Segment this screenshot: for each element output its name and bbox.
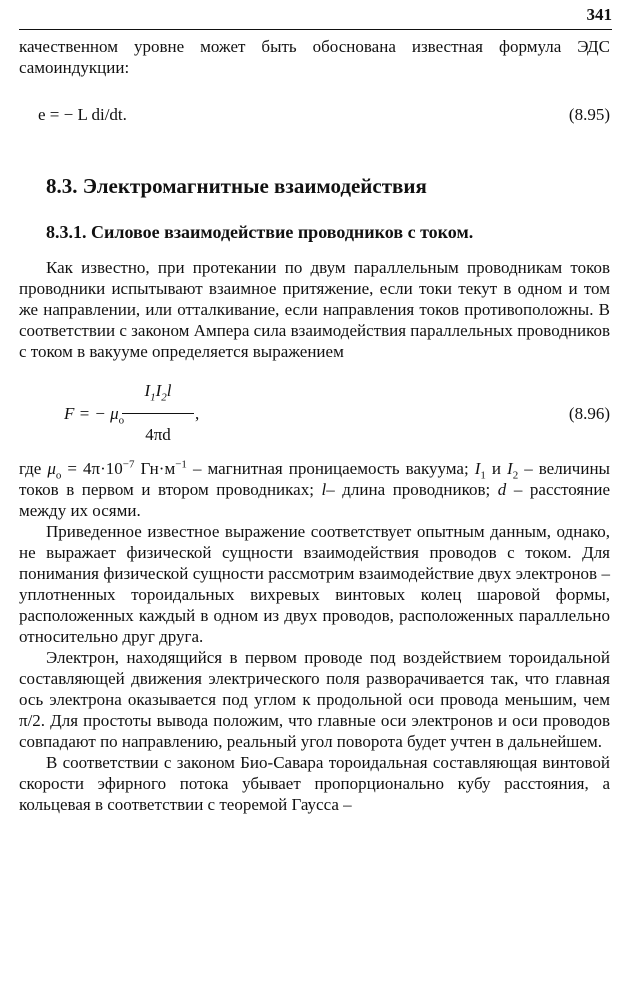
page-content bbox=[19, 36, 610, 815]
equation-number: (8.96) bbox=[568, 404, 610, 423]
equation-8-95 bbox=[19, 104, 610, 125]
paragraph-4: В соответствии с законом Био-Савара тороидальная составляющая винтовой скорости эфирного потока убывает пропорционально кубу расстояния, а кольцевая в соответствии с теоремой Гаусса – bbox=[19, 753, 610, 814]
fraction-bar bbox=[122, 413, 194, 414]
equation-8-96: F = − $\mu_о$ $I_1I_2l$ 4πd , (8.96) bbox=[64, 381, 610, 444]
equation-lhs: F = − $\mu_о$ bbox=[64, 404, 125, 427]
paragraph-3: Электрон, находящийся в первом проводе под воздействием тороидальной составляющей движения электрического поля разворачивается так, что главная ось электрона оказывается под углом к продольной оси провода меньшим, чем π/2. Для простоты вывода положим, что главные оси электронов и оси проводов совпадают по направлению, реальный угол поворота будет учтен в дальнейшем. bbox=[19, 648, 610, 751]
page-number: 341 bbox=[586, 5, 612, 24]
paragraph-1: Как известно, при протекании по двум параллельным проводникам токов проводники испытывают взаимное притяжение, если токи текут в одном и том же направлении, или отталкивание, если направления токов противоположны. В соответствии с законом Ампера сила взаимодействия параллельных проводников с током в вакууме определяется выражением bbox=[19, 258, 610, 361]
equation-formula: e = − L di/dt. bbox=[38, 105, 127, 124]
section-title: 8.3. Электромагнитные взаимодействия bbox=[46, 174, 427, 198]
where-paragraph: где $\mu_о = 4\pi\cdot 10^{-7}$ $Гн\cdot м^{-1}$ – магнитная проницаемость вакуума; $I_1$ и $I_2$ – величины токов в первом и втором проводниках; l– длина проводников; d – расстояние между их осями. bbox=[19, 458, 610, 520]
equation-number: (8.95) bbox=[568, 105, 610, 124]
header-rule bbox=[19, 29, 612, 30]
subsection-title: 8.3.1. Силовое взаимодействие проводников с током. bbox=[46, 222, 474, 242]
fraction-denominator: 4πd bbox=[145, 425, 171, 444]
fraction-numerator: $I_1I_2l$ bbox=[144, 381, 172, 404]
paragraph-2: Приведенное известное выражение соответствует опытным данным, однако, не выражает физической сущности взаимодействия проводов с током. Для понимания физической сущности рассмотрим взаимодействие двух электронов – уплотненных тороидальных вихревых винтовых колец шаровой формы, расположенных каждый в одном из двух проводов, расположенных параллельно относительно друг друга. bbox=[19, 522, 610, 646]
intro-paragraph: качественном уровне может быть обоснована известная формула ЭДС самоиндукции: bbox=[19, 37, 610, 77]
